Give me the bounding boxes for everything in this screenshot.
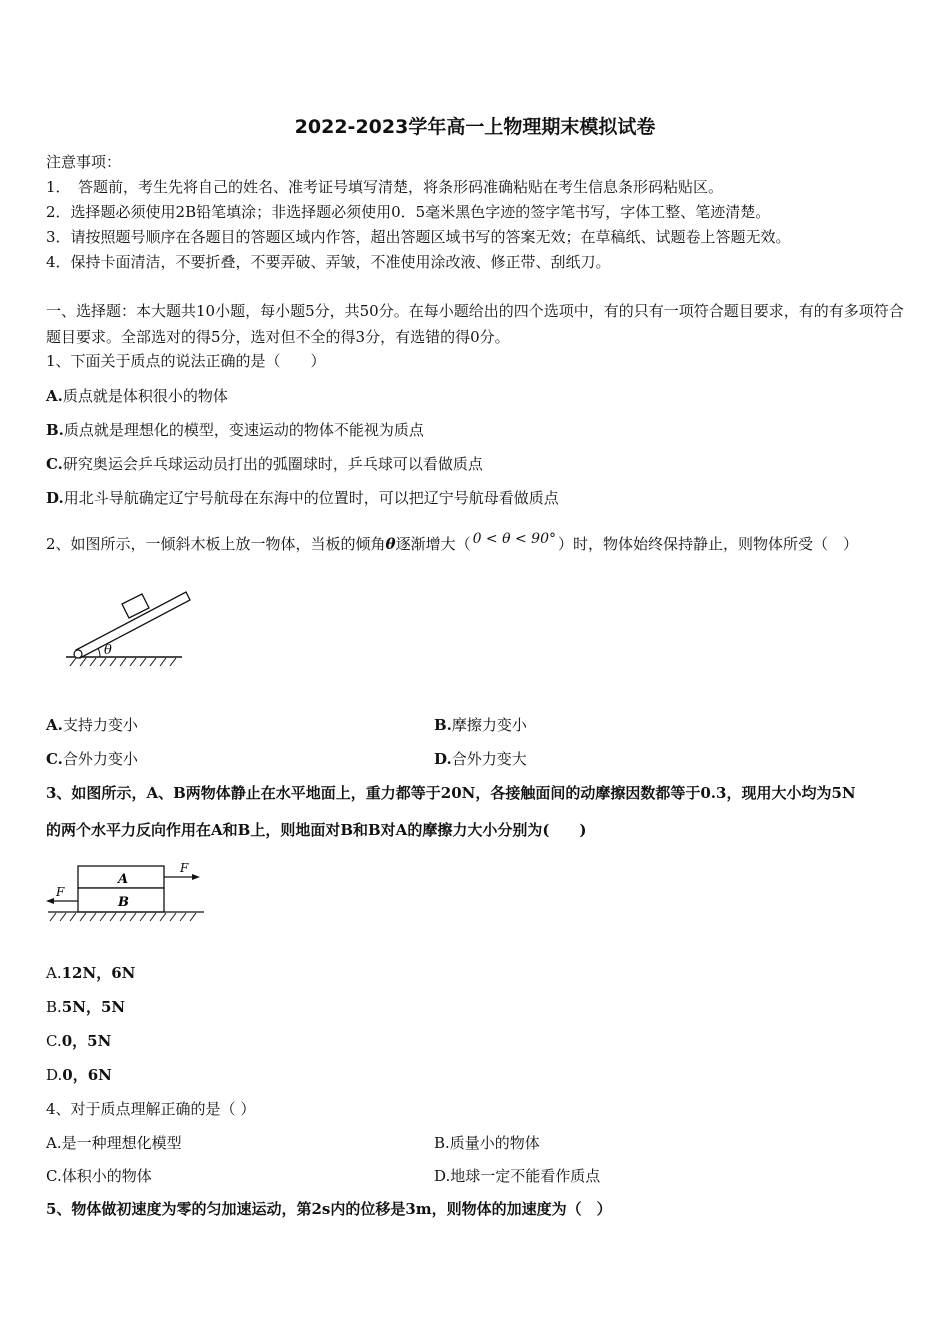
notice-heading: 注意事项： bbox=[46, 153, 122, 171]
question-1-option-c: C.研究奥运会乒乓球运动员打出的弧圈球时，乒乓球可以看做质点 bbox=[46, 455, 483, 473]
question-2-option-a: A.支持力变小 bbox=[46, 716, 138, 734]
block-a-label: A bbox=[118, 872, 129, 887]
question-3-option-c: C.0，5N bbox=[46, 1032, 112, 1050]
angle-range-formula: 0 < θ < 90° bbox=[472, 531, 556, 547]
force-b-label: F bbox=[56, 885, 65, 899]
question-1-option-d: D.用北斗导航确定辽宁号航母在东海中的位置时，可以把辽宁号航母看做质点 bbox=[46, 489, 559, 507]
question-4-stem: 4、对于质点理解正确的是（ ） bbox=[46, 1100, 256, 1118]
block-b-label: B bbox=[118, 895, 129, 910]
notice-item: 2．选择题必须使用2B铅笔填涂；非选择题必须使用0．5毫米黑色字迹的签字笔书写，字体工整、笔迹清楚。 bbox=[46, 203, 771, 221]
theta-label: θ bbox=[104, 643, 112, 658]
section-instructions: 一、选择题：本大题共10小题，每小题5分，共50分。在每小题给出的四个选项中，有的只有一项符合题目要求，有的有多项符合题目要求。全部选对的得5分，选对但不全的得3分，有选错的得0分。 bbox=[46, 302, 904, 346]
question-4-option-d: D.地球一定不能看作质点 bbox=[434, 1167, 601, 1185]
question-1-option-a: A.质点就是体积很小的物体 bbox=[46, 387, 228, 405]
inclined-board-figure bbox=[62, 582, 192, 668]
notice-item: 4．保持卡面清洁，不要折叠，不要弄破、弄皱，不准使用涂改液、修正带、刮纸刀。 bbox=[46, 253, 611, 271]
question-5-stem: 5、物体做初速度为零的匀加速运动，第2s内的位移是3m，则物体的加速度为（ ） bbox=[46, 1200, 612, 1218]
question-2-option-d: D.合外力变大 bbox=[434, 750, 527, 768]
notice-item: 3．请按照题号顺序在各题目的答题区域内作答，超出答题区域书写的答案无效；在草稿纸、试题卷上答题无效。 bbox=[46, 228, 791, 246]
question-3-stem-line1: 3、如图所示，A、B两物体静止在水平地面上，重力都等于20N，各接触面间的动摩擦因数都等于0.3，现用大小均为5N bbox=[46, 784, 856, 802]
force-a-label: F bbox=[180, 861, 189, 875]
question-4-option-a: A.是一种理想化模型 bbox=[46, 1134, 182, 1152]
stacked-blocks-figure bbox=[44, 860, 206, 924]
question-3-option-a: A.12N，6N bbox=[46, 964, 136, 982]
question-3-option-d: D.0，6N bbox=[46, 1066, 112, 1084]
question-3-option-b: B.5N，5N bbox=[46, 998, 126, 1016]
notice-item: 1． 答题前，考生先将自己的姓名、准考证号填写清楚，将条形码准确粘贴在考生信息条形码粘贴区。 bbox=[46, 178, 724, 196]
question-2-option-b: B.摩擦力变小 bbox=[434, 716, 527, 734]
question-2-stem: 2、如图所示，一倾斜木板上放一物体，当板的倾角θ逐渐增大（ 0 < θ < 90° ）时，物体始终保持静止，则物体所受（ ） bbox=[46, 531, 859, 553]
question-4-option-b: B.质量小的物体 bbox=[434, 1134, 540, 1152]
question-3-stem-line2: 的两个水平力反向作用在A和B上，则地面对B和B对A的摩擦力大小分别为( ) bbox=[46, 821, 587, 839]
question-4-option-c: C.体积小的物体 bbox=[46, 1167, 152, 1185]
question-2-option-c: C.合外力变小 bbox=[46, 750, 138, 768]
page-title: 2022-2023学年高一上物理期末模拟试卷 bbox=[294, 116, 656, 138]
question-1-stem: 1、下面关于质点的说法正确的是（ ） bbox=[46, 352, 326, 370]
question-1-option-b: B.质点就是理想化的模型，变速运动的物体不能视为质点 bbox=[46, 421, 424, 439]
